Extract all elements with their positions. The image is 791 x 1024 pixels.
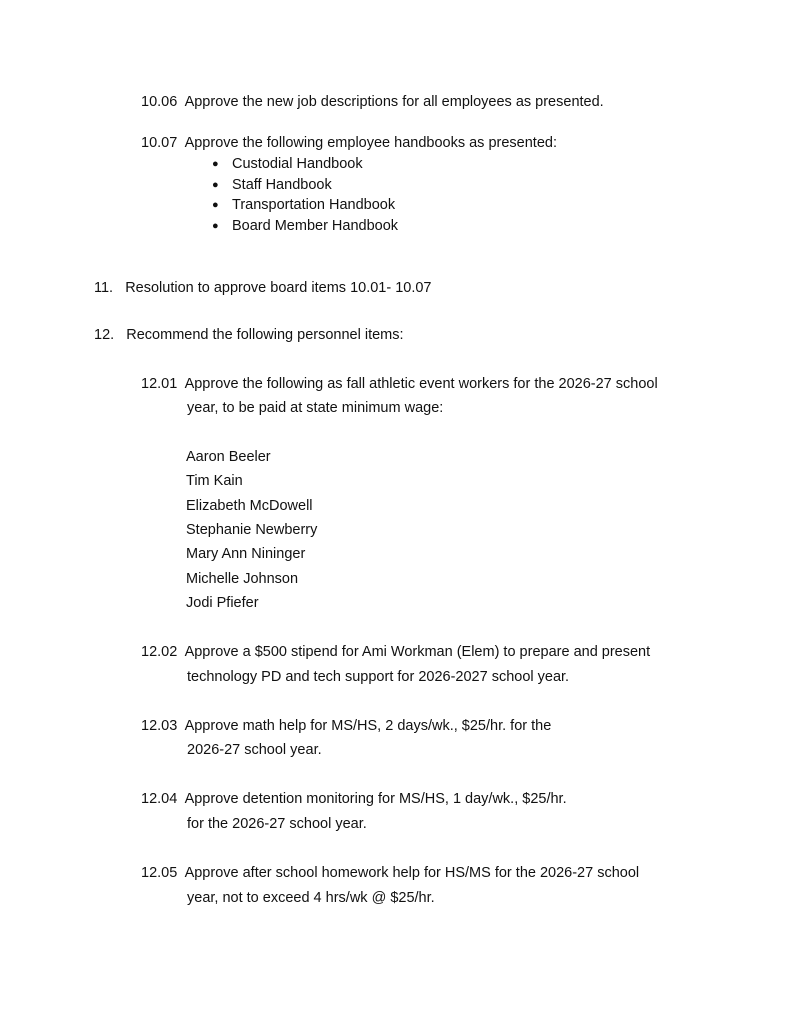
list-item: Board Member Handbook — [232, 218, 399, 234]
item-number: 12.02 — [141, 644, 178, 660]
bullet-icon: ● — [212, 220, 219, 232]
item-12-05 — [141, 864, 639, 882]
item-number: 12.05 — [141, 865, 178, 881]
item-text-continued: technology PD and tech support for 2026-2027 school year. — [187, 669, 570, 685]
list-item: Custodial Handbook — [232, 156, 363, 172]
item-10-06 — [141, 93, 604, 111]
item-number: 12.03 — [141, 718, 178, 734]
item-text: Resolution to approve board items 10.01- 10.07 — [125, 280, 432, 296]
item-number: 12.04 — [141, 791, 178, 807]
item-number: 12. — [94, 327, 115, 343]
item-text-continued: year, not to exceed 4 hrs/wk @ $25/hr. — [187, 890, 435, 906]
name-list-item: Jodi Pfiefer — [186, 595, 259, 611]
name-list-item: Aaron Beeler — [186, 449, 271, 465]
bullet-icon: ● — [212, 158, 219, 170]
bullet-icon: ● — [212, 199, 219, 211]
item-12-04 — [141, 790, 567, 808]
item-12-03 — [141, 717, 551, 735]
item-number: 10.06 — [141, 94, 178, 110]
item-number: 11. — [94, 280, 114, 296]
item-text: Approve a $500 stipend for Ami Workman (Elem) to prepare and present — [184, 644, 651, 660]
name-list-item: Stephanie Newberry — [186, 522, 318, 538]
item-text: Approve detention monitoring for MS/HS, 1 day/wk., $25/hr. — [184, 791, 567, 807]
item-text: Approve the following employee handbooks as presented: — [184, 135, 557, 151]
item-12 — [94, 326, 404, 344]
item-12-02 — [141, 643, 650, 661]
item-text-continued: year, to be paid at state minimum wage: — [187, 400, 444, 416]
item-12-01 — [141, 375, 658, 393]
item-10-07 — [141, 134, 557, 152]
item-11 — [94, 279, 432, 297]
item-text-continued: for the 2026-27 school year. — [187, 816, 367, 832]
item-text: Approve math help for MS/HS, 2 days/wk., $25/hr. for the — [184, 718, 552, 734]
name-list-item: Michelle Johnson — [186, 571, 299, 587]
item-number: 10.07 — [141, 135, 178, 151]
item-text-continued: 2026-27 school year. — [187, 742, 322, 758]
bullet-icon: ● — [212, 179, 219, 191]
item-text: Approve the following as fall athletic event workers for the 2026-27 school — [184, 376, 658, 392]
item-text: Approve the new job descriptions for all employees as presented. — [184, 94, 604, 110]
name-list-item: Tim Kain — [186, 473, 243, 489]
list-item: Transportation Handbook — [232, 197, 396, 213]
list-item: Staff Handbook — [232, 177, 332, 193]
item-text: Recommend the following personnel items: — [126, 327, 404, 343]
item-number: 12.01 — [141, 376, 178, 392]
item-text: Approve after school homework help for HS/MS for the 2026-27 school — [184, 865, 640, 881]
name-list-item: Mary Ann Nininger — [186, 546, 306, 562]
name-list-item: Elizabeth McDowell — [186, 498, 313, 514]
